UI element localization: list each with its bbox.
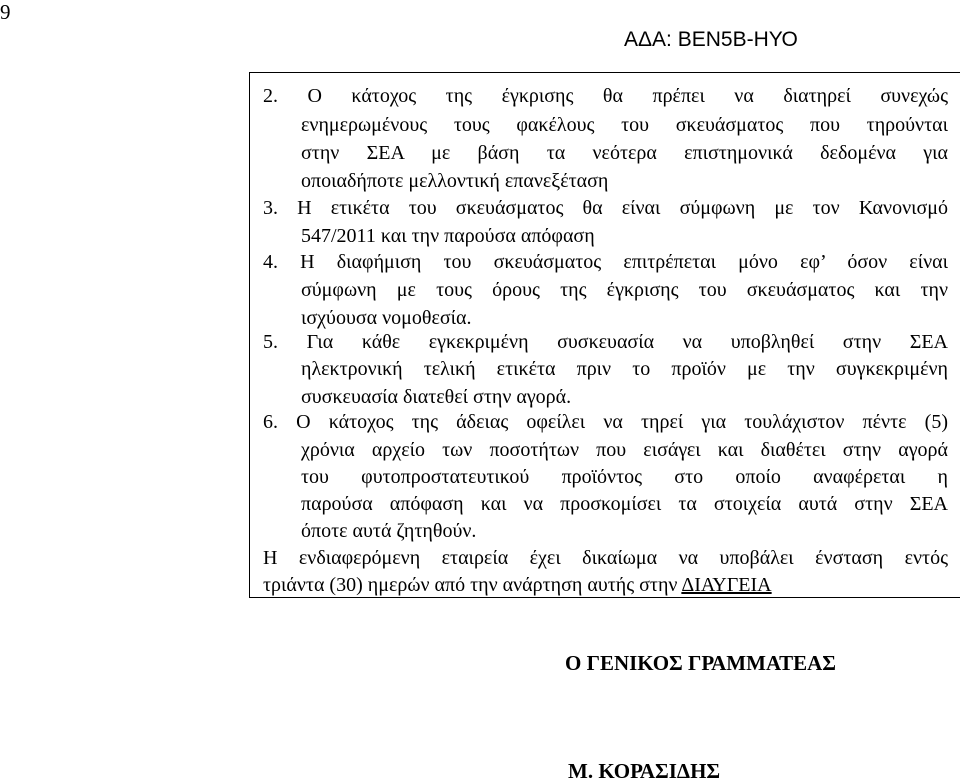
item-6-line-2: χρόνια αρχείο των ποσοτήτων που εισάγει και διαθέτει στην αγορά	[301, 439, 948, 461]
item-5-line-3: συσκευασία διατεθεί στην αγορά.	[301, 386, 572, 408]
item-2-line-3: στην ΣΕΑ με βάση τα νεότερα επιστημονικά δεδομένα για	[301, 142, 948, 164]
objection-line-2-text: τριάντα (30) ημερών από την ανάρτηση αυτής στην	[263, 574, 682, 596]
item-2-line-1: 2. Ο κάτοχος της έγκρισης θα πρέπει να διατηρεί συνεχώς	[263, 85, 948, 107]
item-4-line-2: σύμφωνη με τους όρους της έγκρισης του σκευάσματος και την	[301, 279, 948, 301]
item-2-line-2: ενημερωμένους τους φακέλους του σκευάσματος που τηρούνται	[301, 114, 948, 136]
item-6-line-5: όποτε αυτά ζητηθούν.	[301, 520, 477, 542]
item-3-line-1: 3. Η ετικέτα του σκευάσματος θα είναι σύμφωνη με τον Κανονισμό	[263, 197, 948, 219]
item-3-line-2: 547/2011 και την παρούσα απόφαση	[301, 225, 595, 247]
ada-code: ΑΔΑ: ΒΕΝ5Β-ΗΥΟ	[624, 28, 798, 51]
item-5-line-1: 5. Για κάθε εγκεκριμένη συσκευασία να υποβληθεί στην ΣΕΑ	[263, 331, 948, 353]
objection-line-1: Η ενδιαφερόμενη εταιρεία έχει δικαίωμα να υποβάλει ένσταση εντός	[263, 547, 948, 569]
item-4-line-1: 4. Η διαφήμιση του σκευάσματος επιτρέπεται μόνο εφ’ όσον είναι	[263, 251, 948, 273]
item-2-line-4: οποιαδήποτε μελλοντική επανεξέταση	[301, 170, 609, 192]
item-4-line-3: ισχύουσα νομοθεσία.	[301, 307, 472, 329]
diavgeia-link[interactable]: ΔΙΑΥΓΕΙΑ	[681, 574, 772, 596]
objection-line-2	[263, 573, 948, 597]
item-6-line-4: παρούσα απόφαση και να προσκομίσει τα στοιχεία αυτά στην ΣΕΑ	[301, 493, 948, 515]
item-6-line-3: του φυτοπροστατευτικού προϊόντος στο οποίο αναφέρεται η	[301, 466, 948, 488]
signatory-name: Μ. ΚΟΡΑΣΙΔΗΣ	[568, 759, 721, 783]
signatory-title: Ο ΓΕΝΙΚΟΣ ΓΡΑΜΜΑΤΕΑΣ	[565, 651, 836, 675]
page-number: 9	[0, 0, 11, 24]
item-6-line-1: 6. Ο κάτοχος της άδειας οφείλει να τηρεί για τουλάχιστον πέντε (5)	[263, 411, 948, 433]
item-5-line-2: ηλεκτρονική τελική ετικέτα πριν το προϊόν με την συγκεκριμένη	[301, 358, 948, 380]
